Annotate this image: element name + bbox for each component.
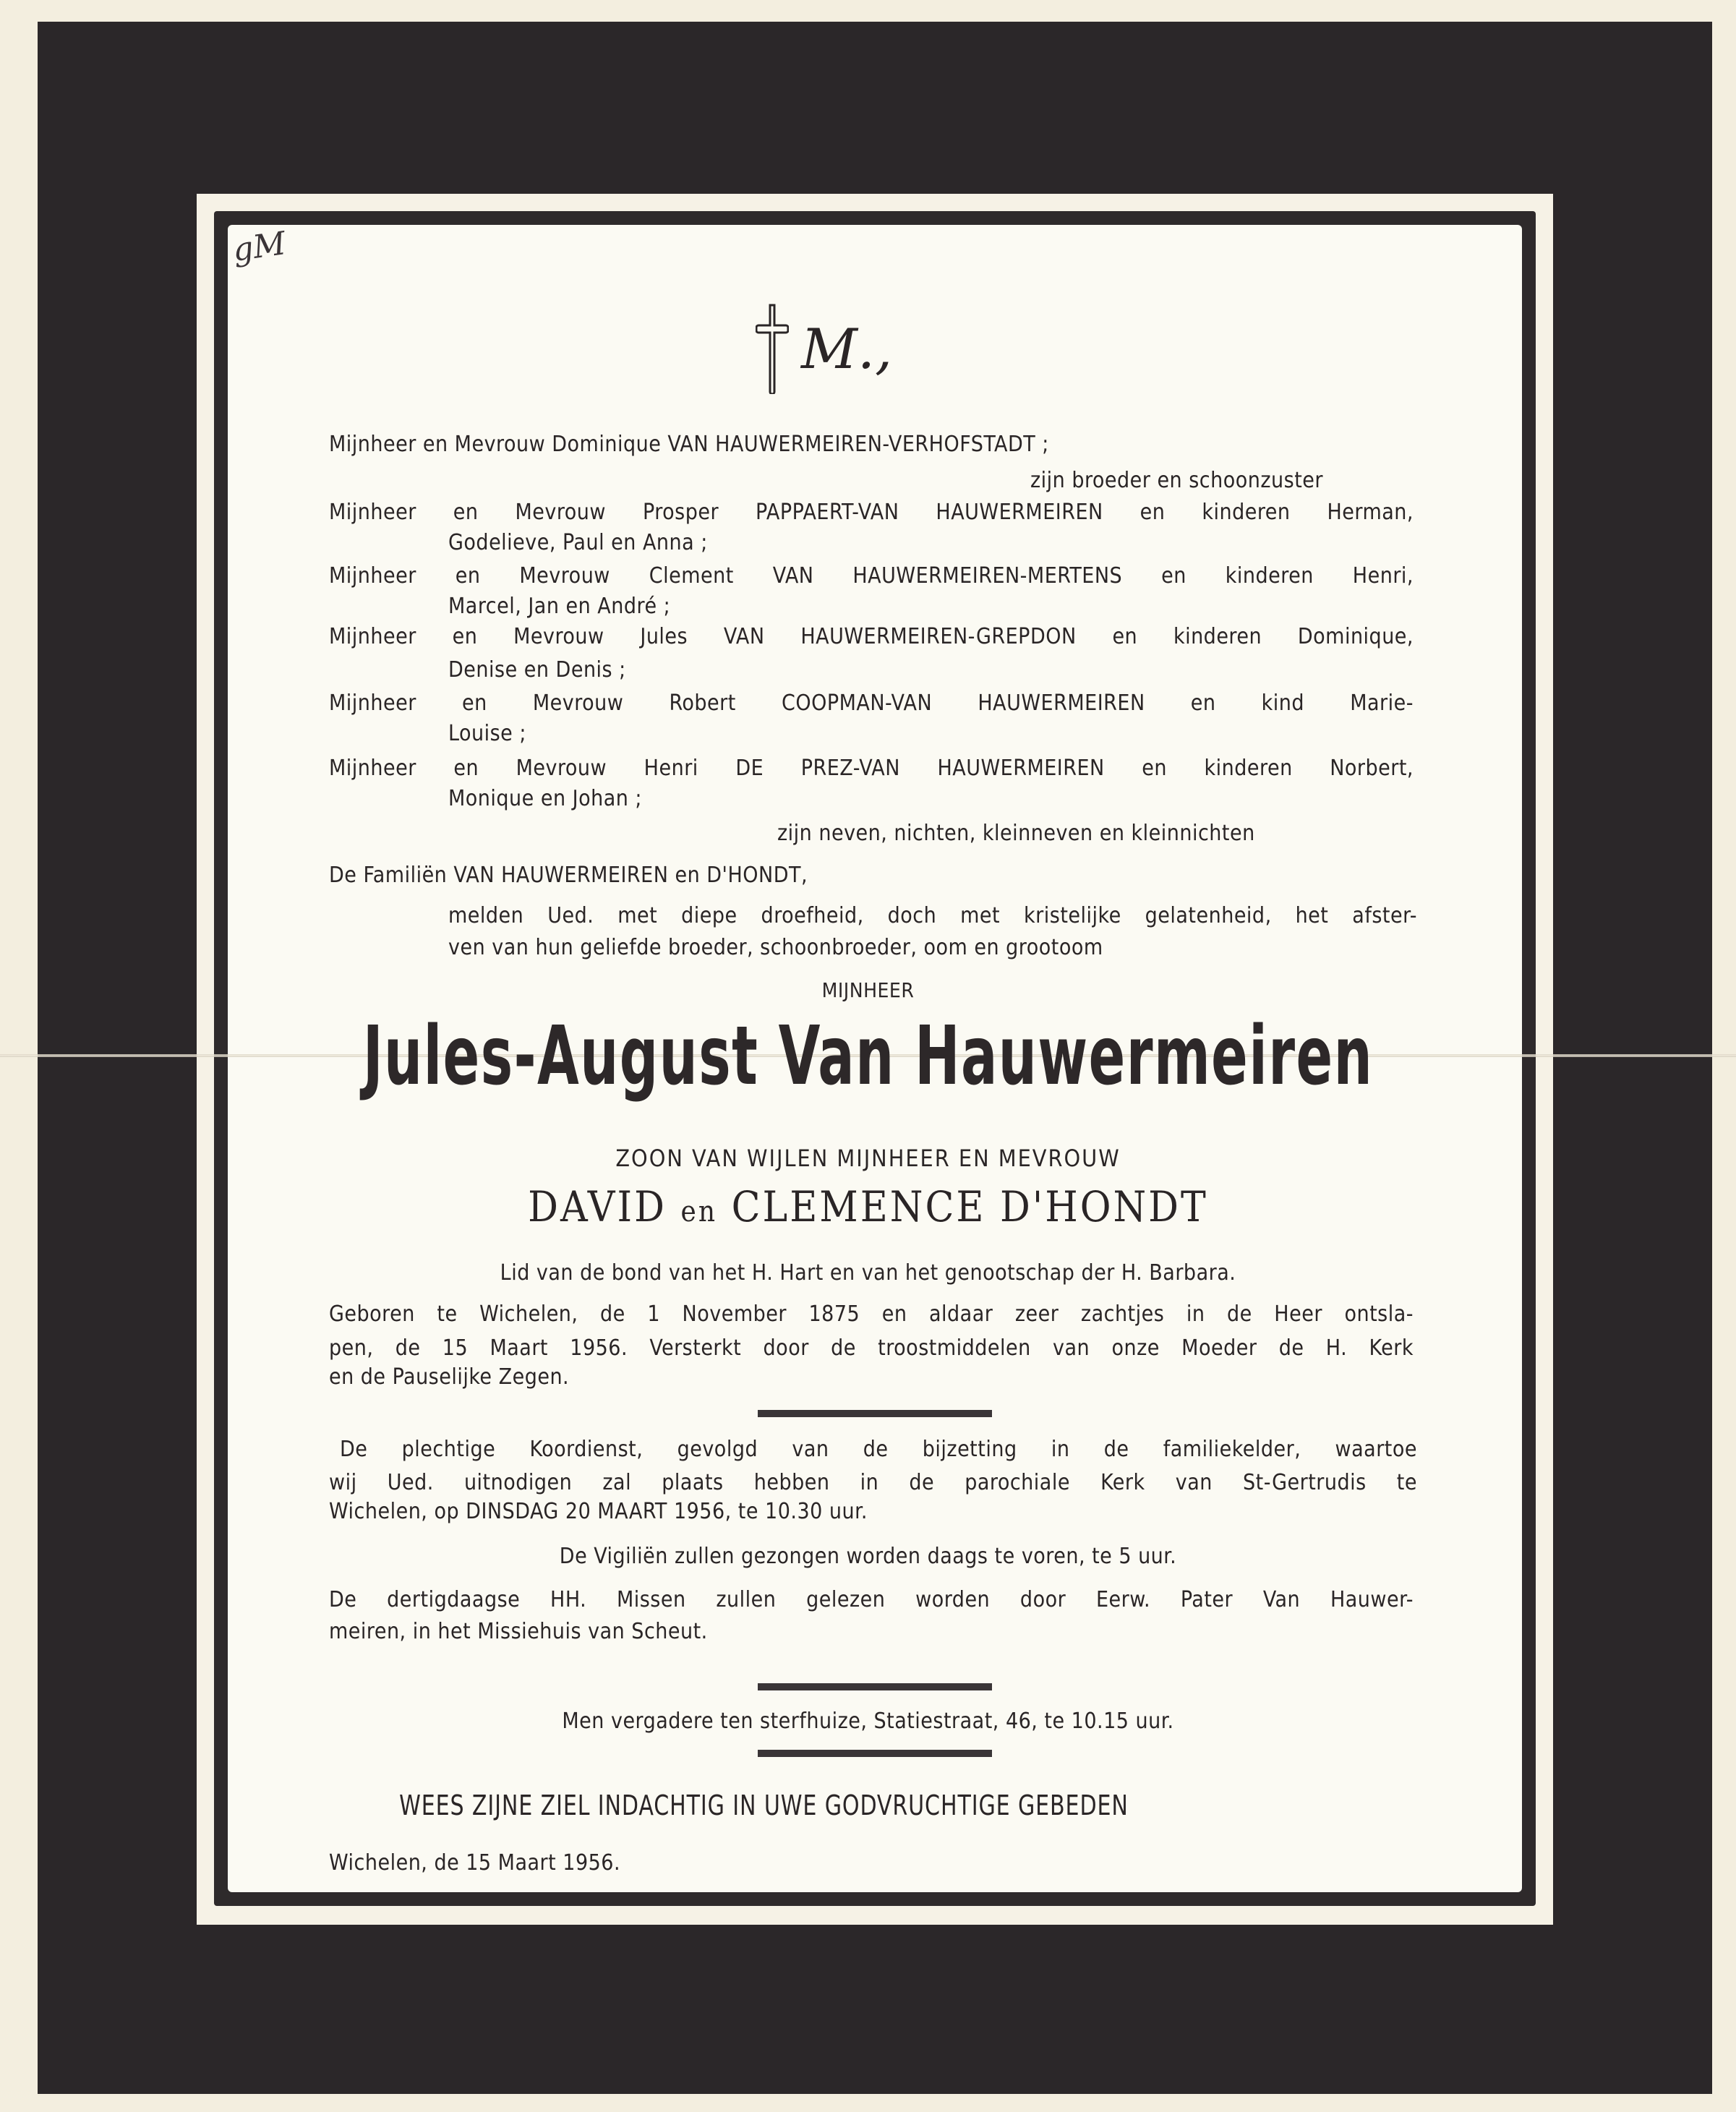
family-line-2b: Godelieve, Paul en Anna ; bbox=[448, 530, 708, 555]
handwritten-mark: gM bbox=[230, 225, 288, 269]
birth-death-line-1: Geboren te Wichelen, de 1 November 1875 en aldaar zeer zachtjes in de Heer ontsla- bbox=[329, 1301, 1414, 1327]
masses-line-2: meiren, in het Missiehuis van Scheut. bbox=[329, 1619, 708, 1644]
separator-rule-3 bbox=[758, 1750, 992, 1757]
vigil-line: De Vigiliën zullen gezongen worden daags te voren, te 5 uur. bbox=[559, 1544, 1177, 1569]
birth-death-line-3: en de Pauselijke Zegen. bbox=[329, 1364, 570, 1390]
family-line-6: Mijnheer en Mevrouw Henri DE PREZ-VAN HAUWERMEIREN en kinderen Norbert, bbox=[329, 756, 1414, 781]
family-line-5b: Louise ; bbox=[448, 721, 526, 746]
separator-rule-1 bbox=[758, 1410, 992, 1417]
family-line-3: Mijnheer en Mevrouw Clement VAN HAUWERMEIREN-MERTENS en kinderen Henri, bbox=[329, 563, 1414, 589]
gathering-line: Men vergadere ten sterfhuize, Statiestraat, 46, te 10.15 uur. bbox=[562, 1709, 1174, 1734]
birth-death-line-2: pen, de 15 Maart 1956. Versterkt door de troostmiddelen van onze Moeder de H. Kerk bbox=[329, 1335, 1414, 1361]
father-name: DAVID bbox=[528, 1182, 667, 1231]
family-line-5: Mijnheer en Mevrouw Robert COOPMAN-VAN HAUWERMEIREN en kind Marie- bbox=[329, 691, 1414, 716]
membership-line: Lid van de bond van het H. Hart en van het genootschap der H. Barbara. bbox=[500, 1260, 1236, 1286]
service-line-2: wij Ued. uitnodigen zal plaats hebben in de parochiale Kerk van St-Gertrudis te bbox=[329, 1470, 1417, 1495]
mother-name: CLEMENCE D'HONDT bbox=[731, 1182, 1208, 1231]
son-of-line: ZOON VAN WIJLEN MIJNHEER EN MEVROUW bbox=[615, 1145, 1121, 1172]
masses-line-1: De dertigdaagse HH. Missen zullen gelezen worden door Eerw. Pater Van Hauwer- bbox=[329, 1587, 1414, 1612]
family-line-3b: Marcel, Jan en André ; bbox=[448, 594, 671, 619]
families-line: De Familiën VAN HAUWERMEIREN en D'HONDT, bbox=[329, 863, 808, 888]
family-line-2: Mijnheer en Mevrouw Prosper PAPPAERT-VAN HAUWERMEIREN en kinderen Herman, bbox=[329, 500, 1414, 525]
deceased-name: Jules-August Van Hauwermeiren bbox=[362, 1009, 1374, 1103]
service-line-3: Wichelen, op DINSDAG 20 MAART 1956, te 10.30 uur. bbox=[329, 1499, 868, 1524]
family-relation-2: zijn neven, nichten, kleinneven en kleinnichten bbox=[777, 821, 1255, 846]
announcement-line-1: melden Ued. met diepe droefheid, doch met kristelijke gelatenheid, het afster- bbox=[448, 903, 1417, 928]
family-line-1: Mijnheer en Mevrouw Dominique VAN HAUWERMEIREN-VERHOFSTADT ; bbox=[329, 432, 1049, 457]
salutation: M., bbox=[801, 317, 893, 381]
closing-prayer: WEES ZIJNE ZIEL INDACHTIG IN UWE GODVRUCHTIGE GEBEDEN bbox=[399, 1790, 1129, 1821]
separator-rule-2 bbox=[758, 1683, 992, 1690]
family-line-4: Mijnheer en Mevrouw Jules VAN HAUWERMEIREN-GREPDON en kinderen Dominique, bbox=[329, 624, 1414, 649]
parents-conjunction: en bbox=[680, 1195, 718, 1228]
service-line-1: De plechtige Koordienst, gevolgd van de bijzetting in de familiekelder, waartoe bbox=[340, 1437, 1417, 1462]
parents-names bbox=[0, 1182, 1736, 1231]
latin-cross-icon bbox=[756, 304, 789, 394]
announcement-line-2: ven van hun geliefde broeder, schoonbroeder, oom en grootoom bbox=[448, 935, 1103, 960]
family-relation-1: zijn broeder en schoonzuster bbox=[1030, 468, 1323, 493]
family-line-6b: Monique en Johan ; bbox=[448, 786, 643, 811]
title-prefix: MIJNHEER bbox=[821, 978, 915, 1002]
family-line-4b: Denise en Denis ; bbox=[448, 657, 626, 683]
place-date: Wichelen, de 15 Maart 1956. bbox=[329, 1850, 621, 1876]
